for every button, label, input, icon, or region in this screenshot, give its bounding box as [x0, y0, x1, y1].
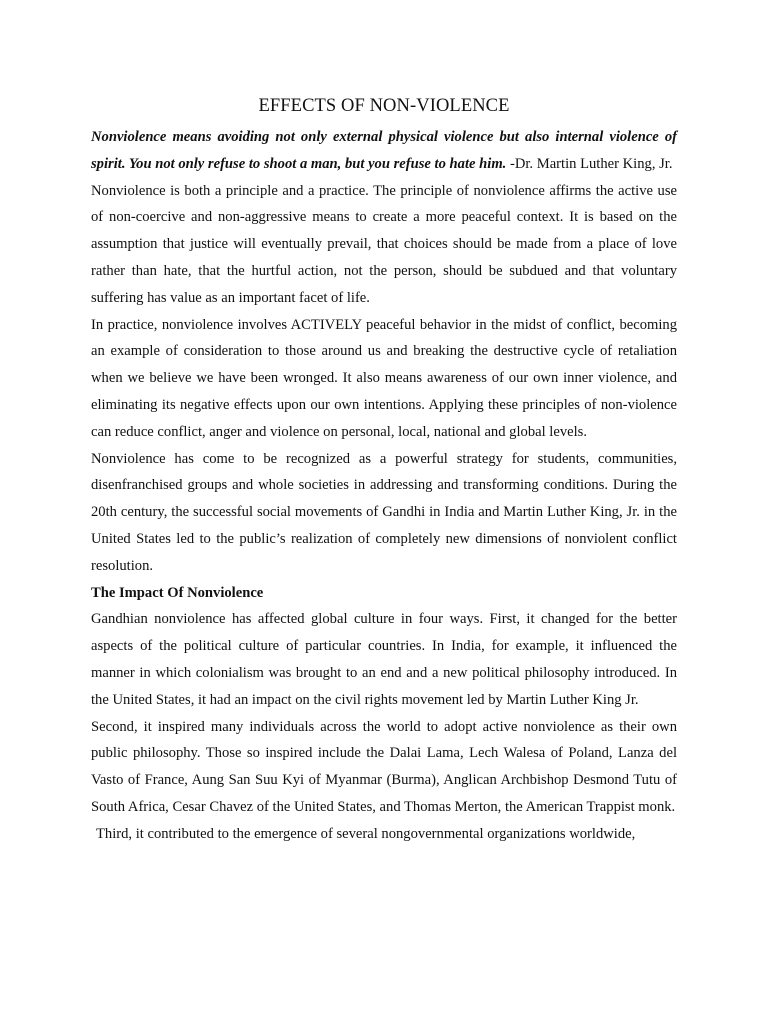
document-title: EFFECTS OF NON-VIOLENCE: [258, 96, 510, 116]
paragraph-third-impact: Third, it contributed to the emergence of several nongovernmental organizations worldwide,: [96, 825, 636, 842]
paragraph-first-impact: Gandhian nonviolence has affected global culture in four ways. First, it changed for the better aspects of the political culture of particular countries. In India, for example, it influenced the manner in which colonialism was brought to an end and a new political philosophy introduced. In the United States, it had an impact on the civil rights movement led by Martin Luther King Jr.: [91, 611, 677, 708]
quote-text: Nonviolence means avoiding not only external physical violence but also internal violence of spirit. You not only refuse to shoot a man, but you refuse to hate him.: [91, 129, 677, 172]
quote-attribution: -Dr. Martin Luther King, Jr.: [506, 155, 673, 172]
section-heading: The Impact Of Nonviolence: [91, 584, 264, 601]
paragraph-practice: In practice, nonviolence involves ACTIVELY peaceful behavior in the midst of conflict, becoming an example of consideration to those around us and breaking the destructive cycle of retaliation when we believe we have been wronged. It also means awareness of our own inner violence, and eliminating its negative effects upon our own intentions. Applying these principles of non-violence can reduce conflict, anger and violence on personal, local, national and global levels.: [91, 316, 677, 440]
paragraph-principle: Nonviolence is both a principle and a practice. The principle of nonviolence affirms the active use of non-coercive and non-aggressive means to create a more peaceful context. It is based on the assumption that justice will eventually prevail, that choices should be made from a place of love rather than hate, that the hurtful action, not the person, should be subdued and that voluntary suffering has value as an important facet of life.: [91, 182, 677, 306]
paragraph-strategy: Nonviolence has come to be recognized as a powerful strategy for students, communities, disenfranchised groups and whole societies in addressing and transforming conditions. During the 20th century, the successful social movements of Gandhi in India and Martin Luther King, Jr. in the United States led to the public’s realization of completely new dimensions of nonviolent conflict resolution.: [91, 450, 677, 574]
opening-quote: [91, 124, 677, 178]
document-body: [91, 94, 677, 848]
paragraph-second-impact: Second, it inspired many individuals across the world to adopt active nonviolence as their own public philosophy. Those so inspired include the Dalai Lama, Lech Walesa of Poland, Lanza del Vasto of France, Aung San Suu Kyi of Myanmar (Burma), Anglican Archbishop Desmond Tutu of South Africa, Cesar Chavez of the United States, and Thomas Merton, the American Trappist monk.: [91, 718, 677, 815]
